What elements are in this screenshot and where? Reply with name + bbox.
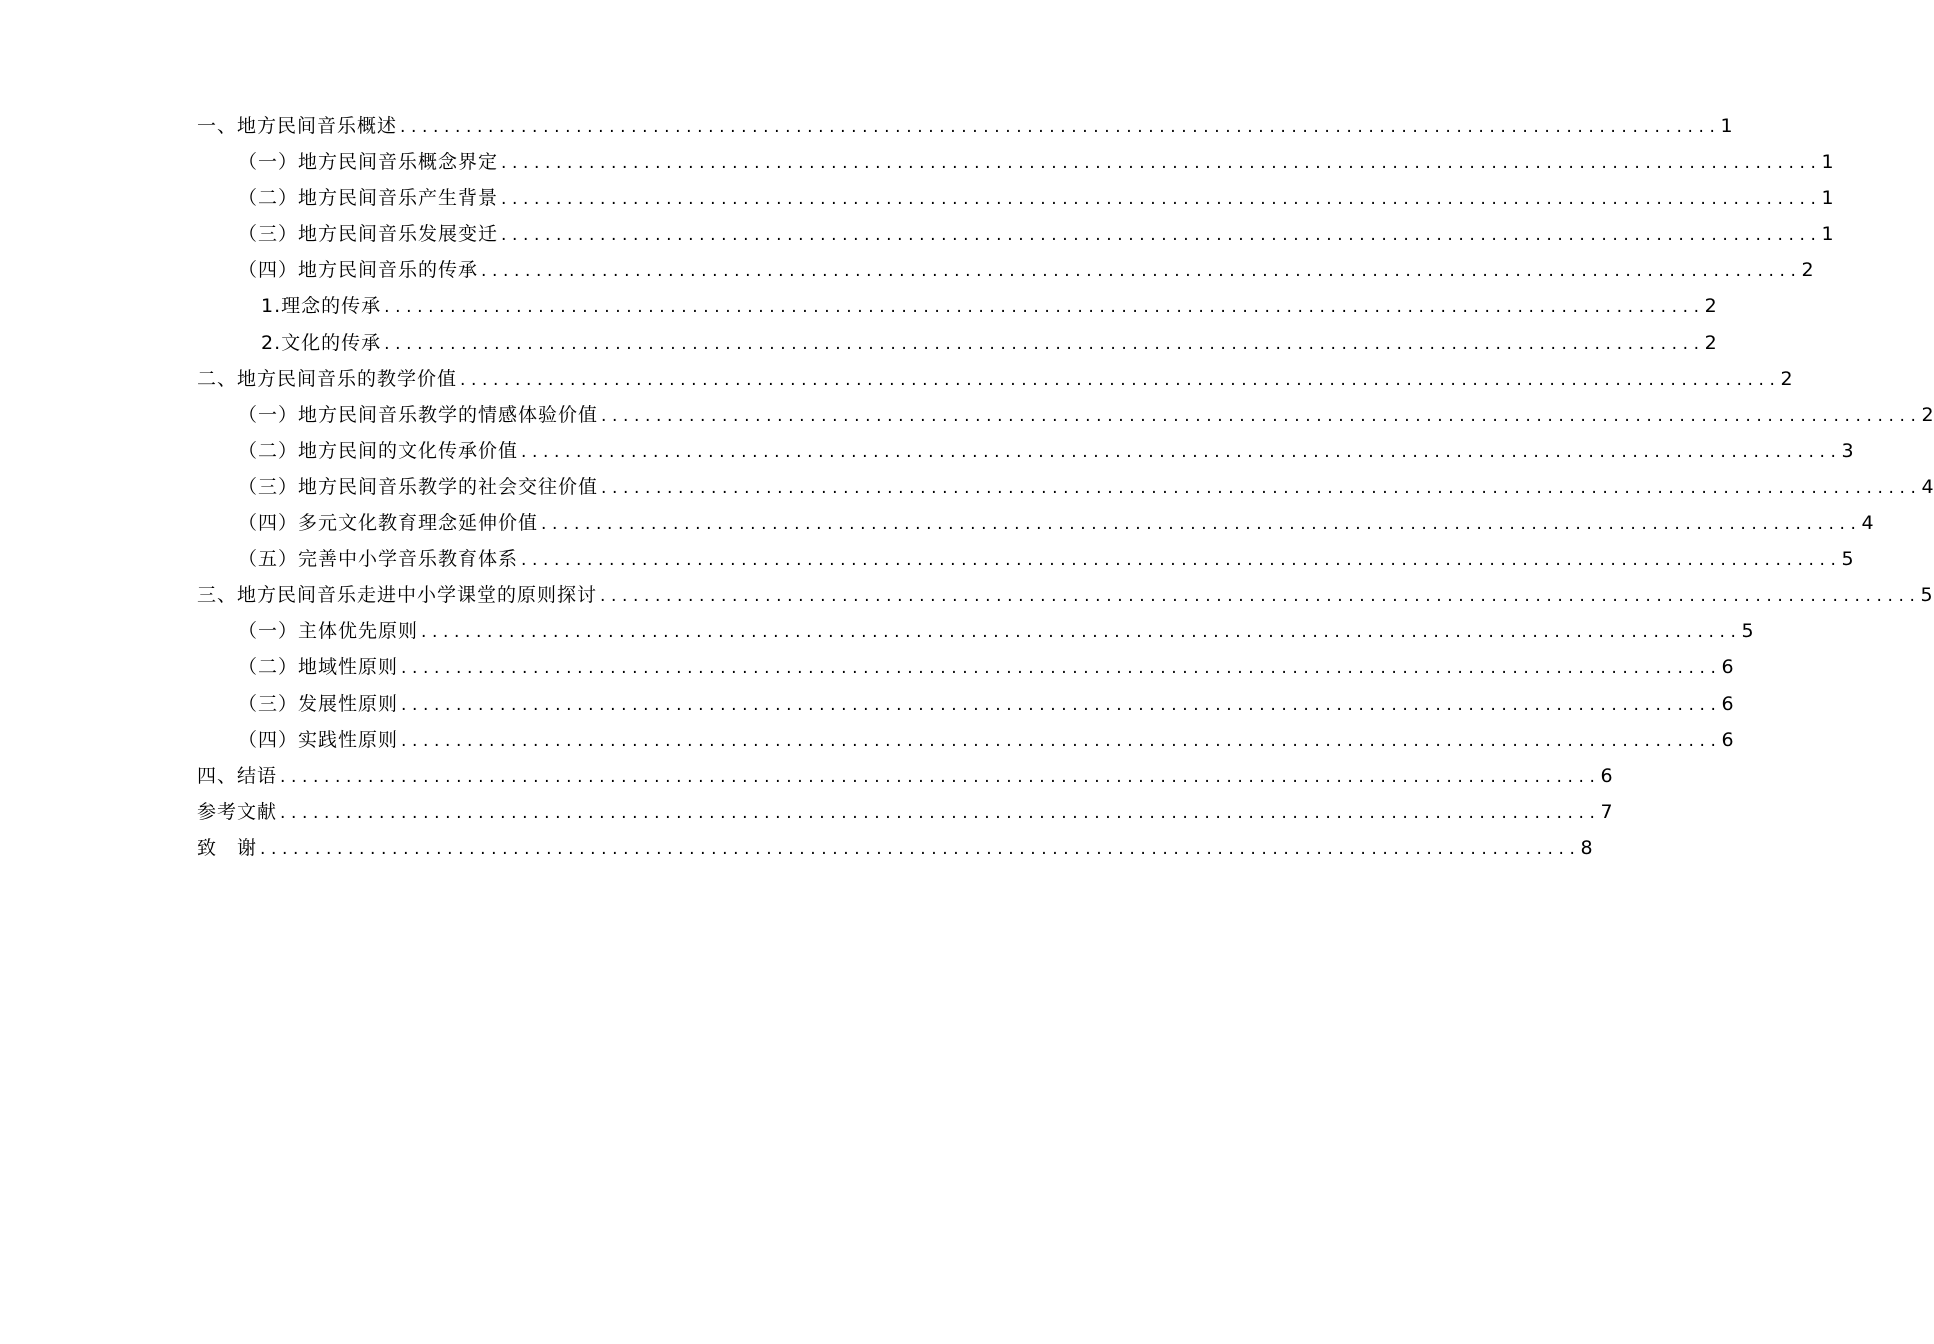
toc-entry-page: 1 bbox=[1720, 115, 1733, 137]
toc-entry[interactable] bbox=[197, 469, 1934, 505]
toc-leader-dots: ........................................................................................................................ bbox=[601, 405, 1922, 426]
toc-entry-title: （二）地方民间的文化传承价值 bbox=[238, 439, 519, 462]
toc-leader-dots: ........................................................................................................................ bbox=[260, 838, 1581, 859]
toc-entry-page: 5 bbox=[1841, 548, 1854, 571]
toc-entry-title: 致 谢 bbox=[197, 836, 258, 859]
toc-entry-page: 4 bbox=[1921, 475, 1934, 498]
toc-entry-page: 1 bbox=[1821, 151, 1834, 174]
toc-entry[interactable] bbox=[197, 108, 1733, 144]
toc-entry-page: 2 bbox=[1704, 331, 1717, 354]
toc-entry[interactable] bbox=[197, 288, 1717, 324]
toc-leader-dots: ........................................................................................................................ bbox=[501, 189, 1822, 210]
toc-entry[interactable] bbox=[197, 361, 1793, 397]
toc-leader-dots: ........................................................................................................................ bbox=[521, 550, 1842, 571]
toc-leader-dots: ........................................................................................................................ bbox=[384, 297, 1705, 318]
toc-entry[interactable] bbox=[197, 577, 1933, 613]
toc-leader-dots: ........................................................................................................................ bbox=[501, 153, 1822, 174]
toc-leader-dots: ........................................................................................................................ bbox=[481, 261, 1802, 282]
toc-entry[interactable] bbox=[197, 325, 1717, 361]
toc-entry-page: 2 bbox=[1921, 403, 1934, 426]
table-of-contents bbox=[197, 108, 1934, 866]
toc-entry[interactable] bbox=[197, 180, 1834, 216]
toc-leader-dots: ........................................................................................................................ bbox=[401, 730, 1722, 751]
toc-entry[interactable] bbox=[197, 686, 1734, 722]
toc-entry-page: 4 bbox=[1861, 512, 1874, 535]
toc-leader-dots: ........................................................................................................................ bbox=[401, 658, 1722, 679]
toc-entry[interactable] bbox=[197, 433, 1854, 469]
toc-entry-page: 6 bbox=[1721, 656, 1734, 679]
toc-leader-dots: ........................................................................................................................ bbox=[460, 369, 1781, 390]
toc-entry[interactable] bbox=[197, 541, 1854, 577]
toc-leader-dots: ........................................................................................................................ bbox=[600, 586, 1921, 607]
toc-entry-title: 四、结语 bbox=[197, 764, 278, 787]
toc-entry-page: 5 bbox=[1920, 584, 1933, 607]
toc-entry-page: 1 bbox=[1821, 223, 1834, 246]
toc-entry[interactable] bbox=[197, 649, 1734, 685]
toc-entry-page: 6 bbox=[1600, 764, 1613, 787]
toc-entry-title: （三）地方民间音乐发展变迁 bbox=[238, 223, 499, 246]
toc-entry-title: 2.文化的传承 bbox=[261, 331, 382, 354]
toc-entry[interactable] bbox=[197, 144, 1834, 180]
toc-entry[interactable] bbox=[197, 794, 1613, 830]
toc-leader-dots: ........................................................................................................................ bbox=[280, 766, 1601, 787]
toc-entry[interactable] bbox=[197, 505, 1874, 541]
toc-entry[interactable] bbox=[197, 397, 1934, 433]
toc-entry-page: 3 bbox=[1841, 439, 1854, 462]
toc-entry-title: （五）完善中小学音乐教育体系 bbox=[238, 548, 519, 571]
toc-entry-page: 2 bbox=[1780, 367, 1793, 390]
toc-entry-title: （二）地方民间音乐产生背景 bbox=[238, 187, 499, 210]
toc-entry-title: 三、地方民间音乐走进中小学课堂的原则探讨 bbox=[197, 584, 598, 607]
toc-entry[interactable] bbox=[197, 252, 1814, 288]
toc-leader-dots: ........................................................................................................................ bbox=[521, 441, 1842, 462]
toc-entry-title: （二）地域性原则 bbox=[238, 656, 399, 679]
toc-entry-title: （四）地方民间音乐的传承 bbox=[238, 259, 479, 282]
toc-entry-title: （四）多元文化教育理念延伸价值 bbox=[238, 512, 539, 535]
toc-entry[interactable] bbox=[197, 758, 1613, 794]
toc-entry-page: 8 bbox=[1580, 836, 1593, 859]
toc-entry-title: （一）主体优先原则 bbox=[238, 620, 419, 643]
toc-entry-title: 一、地方民间音乐概述 bbox=[197, 115, 398, 137]
toc-leader-dots: ........................................................................................................................ bbox=[501, 225, 1822, 246]
toc-entry-page: 7 bbox=[1600, 800, 1613, 823]
toc-entry-title: 参考文献 bbox=[197, 800, 278, 823]
toc-leader-dots: ........................................................................................................................ bbox=[400, 117, 1721, 137]
toc-entry-page: 5 bbox=[1741, 620, 1754, 643]
toc-entry-page: 6 bbox=[1721, 728, 1734, 751]
toc-leader-dots: ........................................................................................................................ bbox=[384, 333, 1705, 354]
toc-leader-dots: ........................................................................................................................ bbox=[421, 622, 1742, 643]
toc-entry[interactable] bbox=[197, 613, 1754, 649]
toc-entry-title: （一）地方民间音乐概念界定 bbox=[238, 151, 499, 174]
toc-entry-title: 二、地方民间音乐的教学价值 bbox=[197, 367, 458, 390]
toc-entry-page: 6 bbox=[1721, 692, 1734, 715]
toc-leader-dots: ........................................................................................................................ bbox=[601, 477, 1922, 498]
toc-entry-page: 2 bbox=[1704, 295, 1717, 318]
toc-entry-page: 1 bbox=[1821, 187, 1834, 210]
toc-entry-title: （四）实践性原则 bbox=[238, 728, 399, 751]
toc-leader-dots: ........................................................................................................................ bbox=[401, 694, 1722, 715]
toc-entry[interactable] bbox=[197, 830, 1593, 866]
toc-entry-page: 2 bbox=[1801, 259, 1814, 282]
toc-entry-title: 1.理念的传承 bbox=[261, 295, 382, 318]
toc-leader-dots: ........................................................................................................................ bbox=[541, 514, 1862, 535]
toc-leader-dots: ........................................................................................................................ bbox=[280, 802, 1601, 823]
toc-entry-title: （三）发展性原则 bbox=[238, 692, 399, 715]
toc-entry[interactable] bbox=[197, 216, 1834, 252]
toc-entry[interactable] bbox=[197, 722, 1734, 758]
toc-entry-title: （三）地方民间音乐教学的社会交往价值 bbox=[238, 475, 599, 498]
toc-entry-title: （一）地方民间音乐教学的情感体验价值 bbox=[238, 403, 599, 426]
